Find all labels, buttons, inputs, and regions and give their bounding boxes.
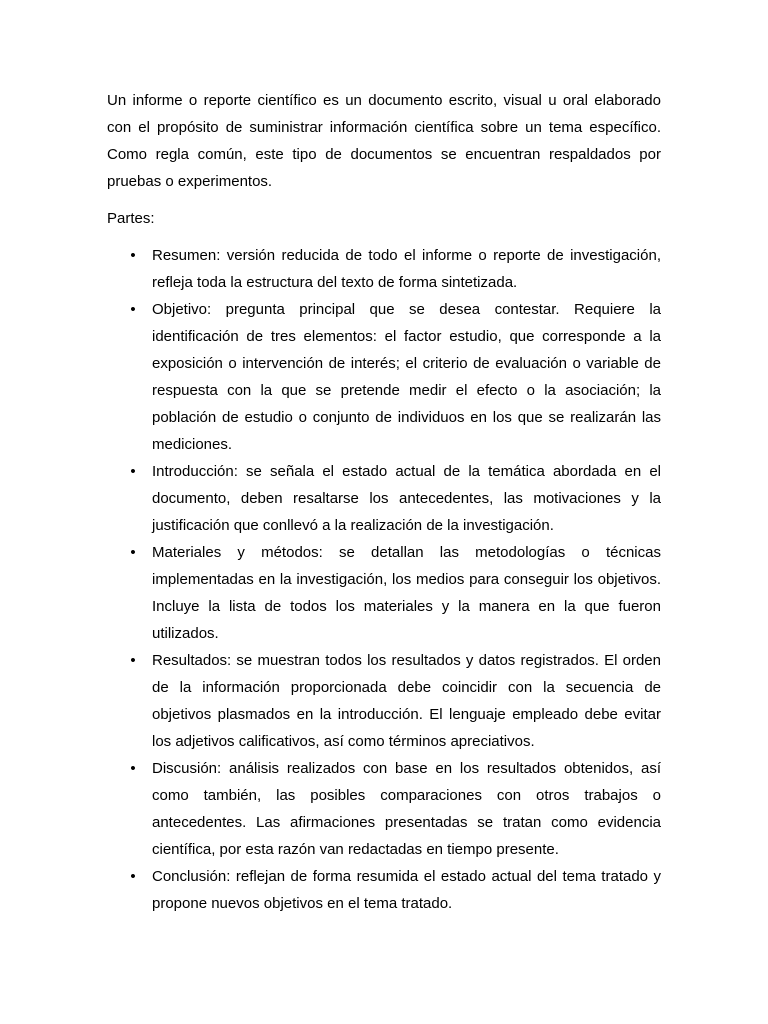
list-item-text: Conclusión: reflejan de forma resumida el estado actual del tema tratado y propone nuevos objetivos en el tema tratado. — [152, 868, 661, 912]
bullet-icon: • — [130, 652, 136, 669]
bullet-icon: • — [130, 463, 136, 480]
sections-list — [107, 242, 661, 917]
bullet-icon: • — [130, 868, 136, 885]
partes-label: Partes: — [107, 210, 155, 227]
bullet-icon: • — [130, 247, 136, 264]
list-item-text: Discusión: análisis realizados con base en los resultados obtenidos, así como también, las posibles comparaciones con otros trabajos o antecedentes. Las afirmaciones presentadas se tratan como evidencia científica, por esta razón van redactadas en tiempo presente. — [152, 760, 661, 858]
list-item-resultados — [107, 647, 661, 755]
bullet-icon: • — [130, 760, 136, 777]
bullet-icon: • — [130, 301, 136, 318]
list-item-discusion — [107, 755, 661, 863]
list-item-text: Objetivo: pregunta principal que se desea contestar. Requiere la identificación de tres elementos: el factor estudio, que corresponde a la exposición o intervención de interés; el criterio de evaluación o variable de respuesta con la que se pretende medir el efecto o la asociación; la población de estudio o conjunto de individuos en los que se realizarán las mediciones. — [152, 301, 661, 453]
list-item-resumen — [107, 242, 661, 296]
list-item-objetivo — [107, 296, 661, 458]
list-item-text: Materiales y métodos: se detallan las metodologías o técnicas implementadas en la investigación, los medios para conseguir los objetivos. Incluye la lista de todos los materiales y la manera en la que fueron utilizados. — [152, 544, 661, 642]
list-item-text: Resumen: versión reducida de todo el informe o reporte de investigación, refleja toda la estructura del texto de forma sintetizada. — [152, 247, 661, 291]
list-item-introduccion — [107, 458, 661, 539]
document-page — [107, 87, 661, 917]
list-item-materiales — [107, 539, 661, 647]
intro-paragraph: Un informe o reporte científico es un documento escrito, visual u oral elaborado con el propósito de suministrar información científica sobre un tema específico. Como regla común, este tipo de documentos se encuentran respaldados por pruebas o experimentos. — [107, 92, 661, 190]
list-item-conclusion — [107, 863, 661, 917]
list-item-text: Resultados: se muestran todos los resultados y datos registrados. El orden de la información proporcionada debe coincidir con la secuencia de objetivos plasmados en la introducción. El lenguaje empleado debe evitar los adjetivos calificativos, así como términos apreciativos. — [152, 652, 661, 750]
bullet-icon: • — [130, 544, 136, 561]
list-item-text: Introducción: se señala el estado actual de la temática abordada en el documento, deben resaltarse los antecedentes, las motivaciones y la justificación que conllevó a la realización de la investigación. — [152, 463, 661, 534]
